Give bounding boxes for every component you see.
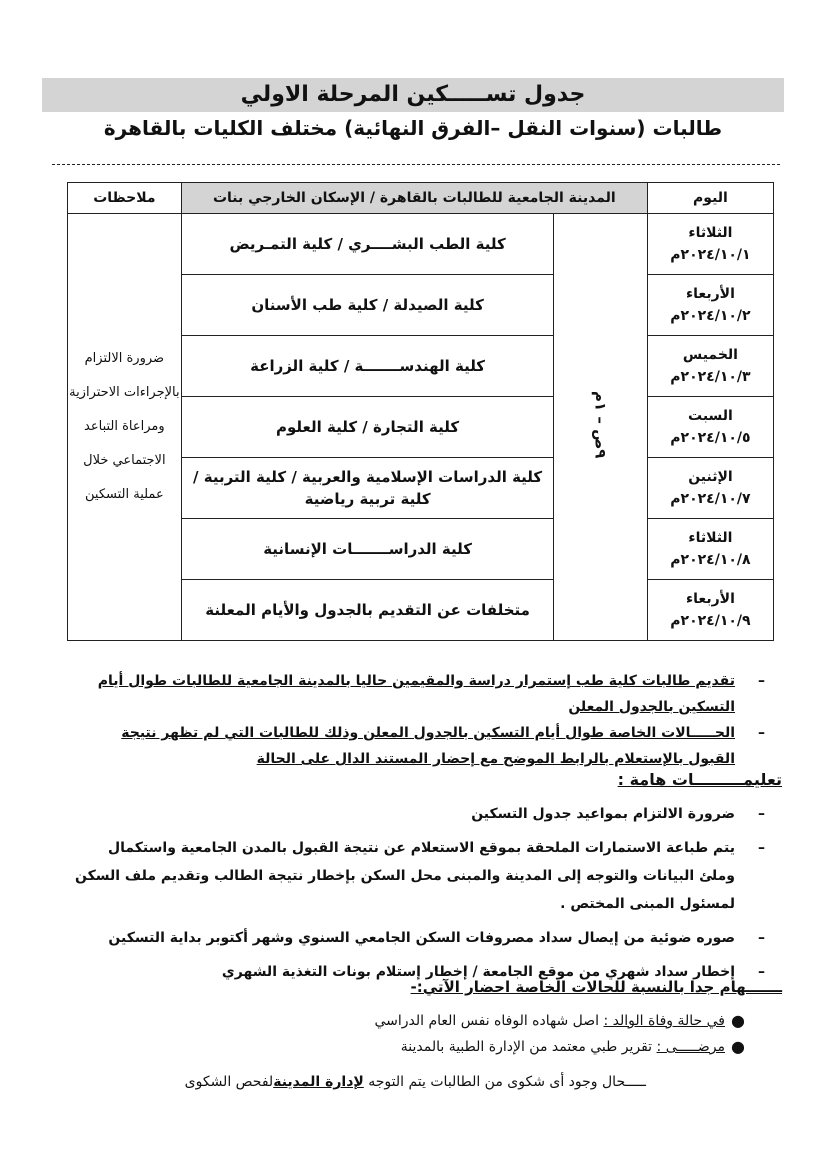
special-cases-list — [120, 1008, 785, 1060]
day-date: ٢٠٢٤/١٠/٧م — [670, 491, 751, 507]
day-name: الإثنين — [688, 469, 733, 485]
day-name: الثلاثاء — [688, 225, 733, 241]
day-name: الثلاثاء — [688, 530, 733, 546]
college-cell: متخلفات عن التقديم بالجدول والأيام المعلنة — [181, 580, 554, 641]
day-cell — [647, 336, 773, 397]
instruction-text: يتم طباعة الاستمارات الملحقة بموقع الاستعلام عن نتيجة القبول بالمدن الجامعية واستكمال وملئ البيانات والتوجه إلى المدينة والمبنى محل السكن بإخطار نتيجة الطالب وتقديم ملف السكن لمسئول المبنى المختص . — [75, 840, 735, 912]
list-item — [70, 834, 785, 918]
note-text: الحـــــالات الخاصة طوال أيام التسكين بالجدول المعلن وذلك للطالبات التي لم تظهر نتيجة القبول بالإستعلام بالرابط الموضح مع إحضار المستند الدال على الحالة — [121, 725, 735, 767]
time-label: ٩ص – ١م — [591, 391, 610, 459]
college-cell: كلية الصيدلة / كلية طب الأسنان — [181, 275, 554, 336]
day-name: الأربعاء — [686, 286, 735, 302]
college-cell: كلية الدراســـــــات الإنسانية — [181, 519, 554, 580]
special-label: في حالة وفاة الوالد : — [603, 1013, 725, 1029]
notes-list — [70, 668, 785, 772]
header-notes: ملاحظات — [68, 183, 182, 214]
complaint-text-end: لفحص الشكوى — [184, 1074, 274, 1090]
day-cell — [647, 275, 773, 336]
day-date: ٢٠٢٤/١٠/٣م — [670, 369, 751, 385]
bullet-dot: ● — [731, 1037, 745, 1056]
day-cell — [647, 580, 773, 641]
table-row — [68, 214, 774, 275]
instruction-text: إخطار سداد شهري من موقع الجامعة / إخطار إستلام بونات التغذية الشهري — [221, 964, 735, 980]
dash-bullet: – — [758, 806, 765, 822]
college-cell: كلية الدراسات الإسلامية والعربية / كلية التربية / كلية تربية رياضية — [181, 458, 554, 519]
header-day: اليوم — [647, 183, 773, 214]
day-date: ٢٠٢٤/١٠/٥م — [670, 430, 751, 446]
list-item — [70, 924, 785, 952]
time-cell — [554, 214, 647, 641]
instructions-title: تعليمـــــــــات هامة : — [617, 770, 782, 789]
day-name: الخميس — [682, 347, 738, 363]
notes-cell: ضرورة الالتزام بالإجراءات الاحترازية ومراعاة التباعد الاجتماعي خلال عملية التسكين — [68, 214, 182, 641]
college-cell: كلية التجارة / كلية العلوم — [181, 397, 554, 458]
divider — [52, 164, 780, 165]
day-name: الأربعاء — [686, 591, 735, 607]
special-cases-title: ـــــــهام جدا بالنسبة للحالات الخاصة احضار الآتي:- — [410, 978, 782, 996]
complaint-note — [185, 1074, 646, 1090]
dash-bullet: – — [758, 964, 765, 980]
college-cell: كلية الهندســـــــة / كلية الزراعة — [181, 336, 554, 397]
note-text: تقديم طالبات كلية طب إستمرار دراسة والمقيمين حاليا بالمدينة الجامعية للطالبات طوال أيام التسكين بالجدول المعلن — [97, 673, 735, 715]
instructions-list — [70, 800, 785, 992]
table-header-row — [68, 183, 774, 214]
list-item — [120, 1008, 785, 1034]
day-cell — [647, 458, 773, 519]
day-date: ٢٠٢٤/١٠/٩م — [670, 613, 751, 629]
day-date: ٢٠٢٤/١٠/١م — [670, 247, 751, 263]
complaint-text: ـــــحال وجود أى شكوى من الطالبات يتم التوجه — [368, 1074, 646, 1090]
day-cell — [647, 519, 773, 580]
special-text: اصل شهاده الوفاه نفس العام الدراسي — [374, 1013, 600, 1029]
bullet-dot: ● — [731, 1011, 745, 1030]
college-cell: كلية الطب البشــــري / كلية التمـريض — [181, 214, 554, 275]
special-text: تقرير طبي معتمد من الإدارة الطبية بالمدينة — [400, 1039, 653, 1055]
dash-bullet: – — [758, 673, 765, 689]
dash-bullet: – — [758, 840, 765, 856]
schedule-table — [67, 182, 774, 641]
header-housing: المدينة الجامعية للطالبات بالقاهرة / الإسكان الخارجي بنات — [181, 183, 647, 214]
list-item — [70, 720, 785, 772]
dash-bullet: – — [758, 725, 765, 741]
instruction-text: ضرورة الالتزام بمواعيد جدول التسكين — [471, 806, 735, 822]
instruction-text: صوره ضوئية من إيصال سداد مصروفات السكن الجامعي السنوي وشهر أكتوبر بداية التسكين — [108, 930, 735, 946]
day-date: ٢٠٢٤/١٠/٢م — [670, 308, 751, 324]
page-subtitle: طالبات (سنوات النقل –الفرق النهائية) مختلف الكليات بالقاهرة — [103, 116, 723, 140]
special-label: مرضـــــى : — [656, 1039, 725, 1055]
list-item — [70, 800, 785, 828]
complaint-office: لإدارة المدينة — [273, 1074, 364, 1090]
list-item — [70, 668, 785, 720]
dash-bullet: – — [758, 930, 765, 946]
day-cell — [647, 397, 773, 458]
page-title: جدول تســـــكين المرحلة الاولي — [42, 78, 784, 112]
day-cell — [647, 214, 773, 275]
day-date: ٢٠٢٤/١٠/٨م — [670, 552, 751, 568]
day-name: السبت — [688, 408, 733, 424]
list-item — [120, 1034, 785, 1060]
